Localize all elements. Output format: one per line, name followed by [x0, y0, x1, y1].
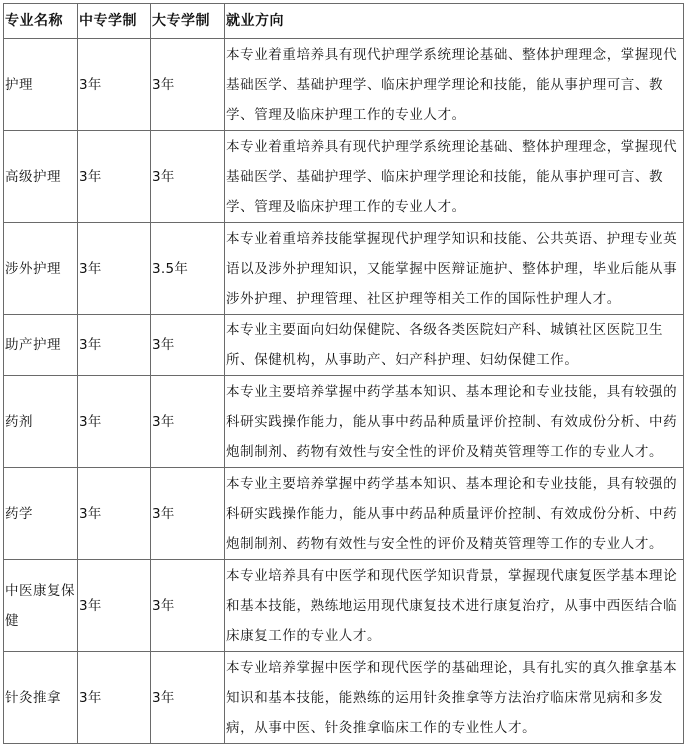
- table-row: [4, 652, 684, 744]
- secondary-duration-cell: 3年: [78, 39, 151, 131]
- table-row: [4, 315, 684, 376]
- secondary-duration-cell: 3年: [78, 468, 151, 560]
- header-college-duration: 大专学制: [151, 4, 225, 39]
- table-row: [4, 131, 684, 223]
- majors-table: [3, 3, 684, 744]
- major-name-cell: 针灸推拿: [4, 652, 78, 744]
- table-header-row: [4, 4, 684, 39]
- college-duration-cell: 3年: [151, 39, 225, 131]
- table-row: [4, 468, 684, 560]
- header-secondary-duration: 中专学制: [78, 4, 151, 39]
- major-name-cell: 高级护理: [4, 131, 78, 223]
- major-name-cell: 护理: [4, 39, 78, 131]
- table-row: [4, 376, 684, 468]
- secondary-duration-cell: 3年: [78, 315, 151, 376]
- college-duration-cell: 3年: [151, 468, 225, 560]
- major-name-cell: 中医康复保健: [4, 560, 78, 652]
- secondary-duration-cell: 3年: [78, 223, 151, 315]
- employment-direction-cell: 本专业着重培养具有现代护理学系统理论基础、整体护理理念，掌握现代基础医学、基础护理学、临床护理学理论和技能，能从事护理可言、教学、管理及临床护理工作的专业人才。: [225, 131, 684, 223]
- employment-direction-cell: 本专业着重培养技能掌握现代护理学知识和技能、公共英语、护理专业英语以及涉外护理知识，又能掌握中医辩证施护、整体护理，毕业后能从事涉外护理、护理管理、社区护理等相关工作的国际性护理人才。: [225, 223, 684, 315]
- secondary-duration-cell: 3年: [78, 376, 151, 468]
- college-duration-cell: 3年: [151, 560, 225, 652]
- table-row: [4, 223, 684, 315]
- college-duration-cell: 3年: [151, 315, 225, 376]
- employment-direction-cell: 本专业培养掌握中医学和现代医学的基础理论，具有扎实的真久推拿基本知识和基本技能，能熟练的运用针灸推拿等方法治疗临床常见病和多发病，从事中医、针灸推拿临床工作的专业性人才。: [225, 652, 684, 744]
- header-major-name: 专业名称: [4, 4, 78, 39]
- secondary-duration-cell: 3年: [78, 560, 151, 652]
- header-employment-direction: 就业方向: [225, 4, 684, 39]
- college-duration-cell: 3年: [151, 652, 225, 744]
- college-duration-cell: 3.5年: [151, 223, 225, 315]
- employment-direction-cell: 本专业主要培养掌握中药学基本知识、基本理论和专业技能，具有较强的科研实践操作能力，能从事中药品种质量评价控制、有效成份分析、中药炮制制剂、药物有效性与安全性的评价及精英管理等工作的专业人才。: [225, 468, 684, 560]
- major-name-cell: 药剂: [4, 376, 78, 468]
- employment-direction-cell: 本专业着重培养具有现代护理学系统理论基础、整体护理理念，掌握现代基础医学、基础护理学、临床护理学理论和技能，能从事护理可言、教学、管理及临床护理工作的专业人才。: [225, 39, 684, 131]
- secondary-duration-cell: 3年: [78, 131, 151, 223]
- college-duration-cell: 3年: [151, 131, 225, 223]
- table-row: [4, 560, 684, 652]
- major-name-cell: 助产护理: [4, 315, 78, 376]
- employment-direction-cell: 本专业主要培养掌握中药学基本知识、基本理论和专业技能，具有较强的科研实践操作能力，能从事中药品种质量评价控制、有效成份分析、中药炮制制剂、药物有效性与安全性的评价及精英管理等工作的专业人才。: [225, 376, 684, 468]
- major-name-cell: 药学: [4, 468, 78, 560]
- secondary-duration-cell: 3年: [78, 652, 151, 744]
- major-name-cell: 涉外护理: [4, 223, 78, 315]
- table-row: [4, 39, 684, 131]
- college-duration-cell: 3年: [151, 376, 225, 468]
- employment-direction-cell: 本专业培养具有中医学和现代医学知识背景，掌握现代康复医学基本理论和基本技能，熟练地运用现代康复技术进行康复治疗，从事中西医结合临床康复工作的专业人才。: [225, 560, 684, 652]
- employment-direction-cell: 本专业主要面向妇幼保健院、各级各类医院妇产科、城镇社区医院卫生所、保健机构，从事助产、妇产科护理、妇幼保健工作。: [225, 315, 684, 376]
